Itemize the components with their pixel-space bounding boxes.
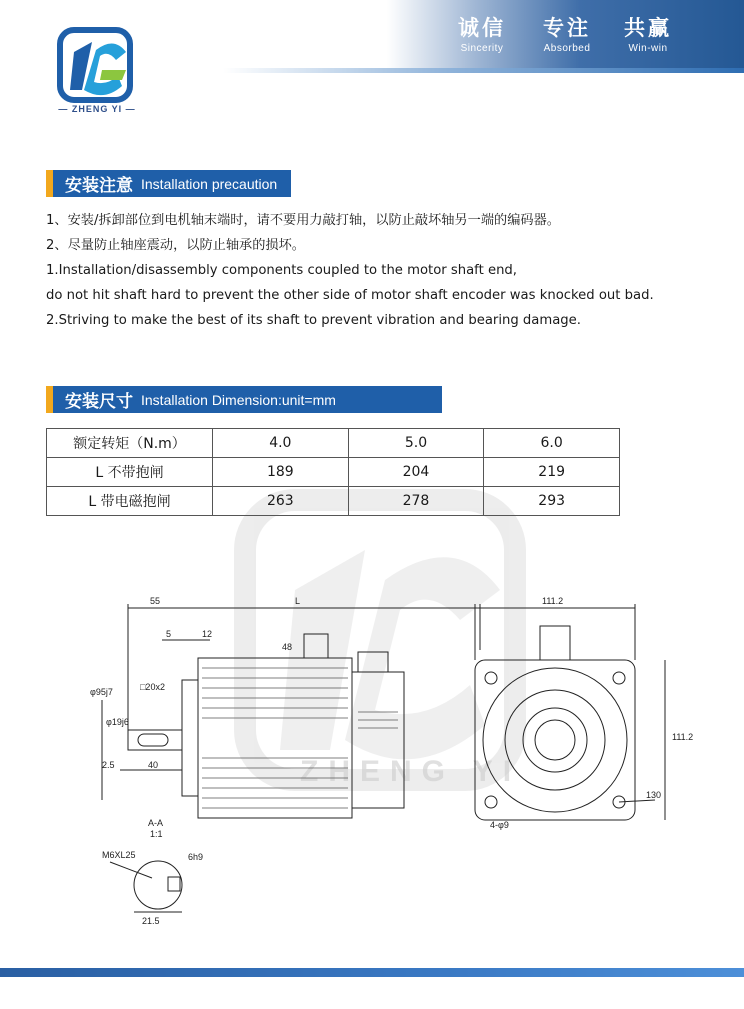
table-cell: 293 bbox=[484, 487, 620, 516]
slogan-win-win: 共赢 Win-win bbox=[624, 16, 672, 54]
precaution-text bbox=[46, 208, 726, 333]
section-accent bbox=[46, 386, 53, 413]
precaution-line: 2.Striving to make the best of its shaft to prevent vibration and bearing damage. bbox=[46, 313, 581, 328]
slogan-absorbed: 专注 Absorbed bbox=[543, 16, 591, 54]
dim-6h9: 6h9 bbox=[188, 852, 204, 862]
dim-130: 130 bbox=[646, 790, 662, 800]
motor-dimension-drawing bbox=[90, 590, 694, 930]
encoder-connector bbox=[358, 652, 388, 672]
precaution-line: do not hit shaft hard to prevent the other side of motor shaft encoder was knocked out bad. bbox=[46, 288, 654, 303]
table-cell: 4.0 bbox=[213, 429, 349, 458]
dim-21-5: 21.5 bbox=[142, 916, 160, 926]
dim-20x2: □20x2 bbox=[140, 682, 165, 692]
dim-111-2-top: 111.2 bbox=[542, 596, 564, 606]
slogan-sincerity: 诚信 Sincerity bbox=[458, 16, 506, 54]
table-cell: 263 bbox=[213, 487, 349, 516]
dim-95j7: φ95j7 bbox=[90, 687, 113, 697]
dim-40: 40 bbox=[148, 760, 159, 770]
table-cell: 5.0 bbox=[348, 429, 484, 458]
dim-111-2-side: 111.2 bbox=[672, 732, 694, 742]
section-label: A-A bbox=[148, 818, 164, 828]
dim-12: 12 bbox=[202, 629, 213, 639]
motor-flange bbox=[182, 680, 198, 796]
dim-5: 5 bbox=[166, 629, 172, 639]
dim-4-9: 4-φ9 bbox=[490, 820, 509, 830]
dim-55: 55 bbox=[150, 596, 161, 606]
section-scale: 1:1 bbox=[150, 829, 163, 839]
front-connector bbox=[540, 626, 570, 660]
table-cell: L 带电磁抱闸 bbox=[47, 487, 213, 516]
watermark-text: ZHENG YI bbox=[300, 755, 522, 788]
footer-bar bbox=[0, 968, 744, 977]
dim-L: L bbox=[295, 596, 301, 606]
cooling-fins bbox=[202, 668, 348, 808]
motor-shaft bbox=[128, 730, 182, 750]
dimension-table bbox=[46, 428, 620, 516]
shaft-key bbox=[138, 734, 168, 746]
table-cell: 278 bbox=[348, 487, 484, 516]
precaution-line: 2、尽量防止轴座震动，以防止轴承的损坏。 bbox=[46, 238, 305, 253]
dim-m6: M6XL25 bbox=[102, 850, 136, 860]
section-accent bbox=[46, 170, 53, 197]
table-cell: 189 bbox=[213, 458, 349, 487]
precaution-line: 1.Installation/disassembly components coupled to the motor shaft end, bbox=[46, 263, 517, 278]
dim-19j6: φ19j6 bbox=[106, 717, 129, 727]
section-title-precaution: 安装注意 Installation precaution bbox=[46, 170, 291, 197]
power-connector bbox=[304, 634, 328, 658]
dim-2-5: 2.5 bbox=[102, 760, 115, 770]
encoder-cap bbox=[352, 672, 404, 808]
table-row bbox=[47, 429, 620, 458]
precaution-line: 1、安装/拆卸部位到电机轴末端时，请不要用力敲打轴，以防止敲坏轴另一端的编码器。 bbox=[46, 213, 560, 228]
table-cell: 204 bbox=[348, 458, 484, 487]
logo-caption: — ZHENG YI — bbox=[58, 104, 136, 114]
section-keyway bbox=[168, 877, 180, 891]
shaft-section bbox=[134, 861, 182, 909]
table-cell: L 不带抱闸 bbox=[47, 458, 213, 487]
motor-body-side bbox=[198, 658, 352, 818]
motor-body-front bbox=[475, 660, 635, 820]
table-row bbox=[47, 487, 620, 516]
table-cell: 219 bbox=[484, 458, 620, 487]
table-cell: 6.0 bbox=[484, 429, 620, 458]
table-cell: 额定转矩（N.m） bbox=[47, 429, 213, 458]
table-row bbox=[47, 458, 620, 487]
section-title-dimension: 安装尺寸 Installation Dimension:unit=mm bbox=[46, 386, 442, 413]
dim-48: 48 bbox=[282, 642, 293, 652]
